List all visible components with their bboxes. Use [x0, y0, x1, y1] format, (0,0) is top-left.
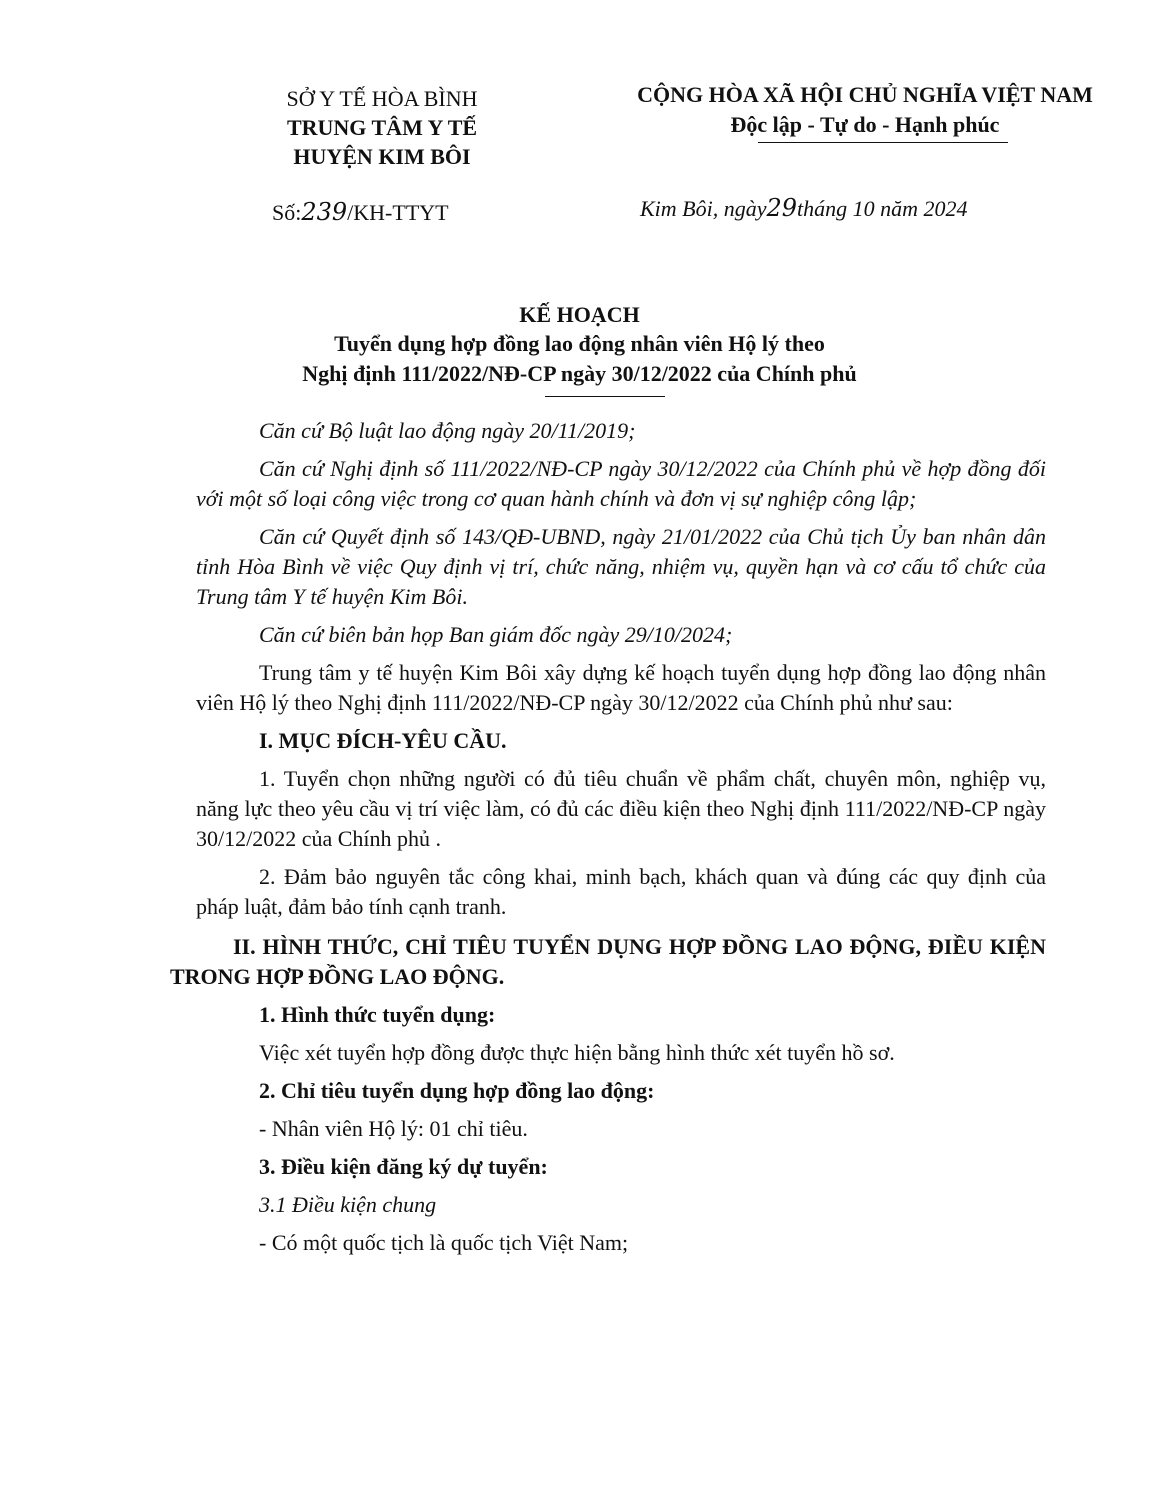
doc-no-handwritten: 239 — [301, 198, 348, 226]
title-underline — [545, 396, 665, 397]
document-title: KẾ HOẠCH — [519, 302, 640, 327]
subsection-3-1-heading: 3.1 Điều kiện chung — [259, 1192, 437, 1217]
document-subtitle-2: Nghị định 111/2022/NĐ-CP ngày 30/12/2022 của Chính phủ — [302, 361, 857, 386]
date-suffix: tháng 10 năm 2024 — [797, 196, 968, 221]
motto-underline — [758, 142, 1008, 143]
subsection-3-heading: 3. Điều kiện đăng ký dự tuyển: — [259, 1154, 548, 1179]
nation-line-2: Độc lập - Tự do - Hạnh phúc — [730, 112, 1000, 137]
subsection-2-text: - Nhân viên Hộ lý: 01 chỉ tiêu. — [259, 1116, 528, 1141]
intro-paragraph: Trung tâm y tế huyện Kim Bôi xây dựng kế hoạch tuyển dụng hợp đồng lao động nhân viên Hộ lý theo Nghị định 111/2022/NĐ-CP ngày 30/12/2022 của Chính phủ như sau: — [196, 660, 1046, 715]
section-1-item-2: 2. Đảm bảo nguyên tắc công khai, minh bạch, khách quan và đúng các quy định của pháp luật, đảm bảo tính cạnh tranh. — [196, 864, 1046, 919]
section-2-heading: II. HÌNH THỨC, CHỈ TIÊU TUYỂN DỤNG HỢP ĐỒNG LAO ĐỘNG, ĐIỀU KIỆN TRONG HỢP ĐỒNG LAO ĐỘNG. — [170, 934, 1046, 989]
org-line-3: HUYỆN KIM BÔI — [293, 144, 471, 169]
national-motto — [565, 80, 1159, 143]
date-day-handwritten: 29 — [766, 194, 798, 222]
legal-basis-3: Căn cứ Quyết định số 143/QĐ-UBND, ngày 21/01/2022 của Chủ tịch Ủy ban nhân dân tỉnh Hòa Bình về việc Quy định vị trí, chức năng, nhiệm vụ, quyền hạn và cơ cấu tổ chức của Trung tâm Y tế huyện Kim Bôi. — [196, 524, 1046, 609]
legal-basis-1: Căn cứ Bộ luật lao động ngày 20/11/2019; — [259, 418, 636, 443]
document-body — [170, 416, 1046, 1258]
document-subtitle-1: Tuyển dụng hợp đồng lao động nhân viên Hộ lý theo — [334, 331, 825, 356]
doc-no-suffix: /KH-TTYT — [347, 200, 449, 225]
org-line-1: SỞ Y TẾ HÒA BÌNH — [286, 86, 478, 111]
subsection-1-heading: 1. Hình thức tuyển dụng: — [259, 1002, 496, 1027]
date-prefix: Kim Bôi, ngày — [640, 196, 767, 221]
legal-basis-4: Căn cứ biên bản họp Ban giám đốc ngày 29/10/2024; — [259, 622, 733, 647]
section-1-heading: I. MỤC ĐÍCH-YÊU CẦU. — [259, 728, 507, 753]
document-date — [640, 194, 968, 222]
nation-line-1: CỘNG HÒA XÃ HỘI CHỦ NGHĨA VIỆT NAM — [637, 82, 1093, 107]
legal-basis-2: Căn cứ Nghị định số 111/2022/NĐ-CP ngày 30/12/2022 của Chính phủ về hợp đồng đối với một số loại công việc trong cơ quan hành chính và đơn vị sự nghiệp công lập; — [196, 456, 1046, 511]
issuing-organization — [232, 84, 532, 171]
org-line-2: TRUNG TÂM Y TẾ — [286, 115, 478, 140]
doc-no-prefix: Số: — [272, 200, 302, 225]
document-number — [272, 198, 449, 226]
subsection-3-1-item-1: - Có một quốc tịch là quốc tịch Việt Nam; — [259, 1230, 629, 1255]
section-1-item-1: 1. Tuyển chọn những người có đủ tiêu chuẩn về phẩm chất, chuyên môn, nghiệp vụ, năng lực theo yêu cầu vị trí việc làm, có đủ các điều kiện theo Nghị định 111/2022/NĐ-CP ngày 30/12/2022 của Chính phủ . — [196, 766, 1046, 851]
subsection-1-text: Việc xét tuyển hợp đồng được thực hiện bằng hình thức xét tuyển hồ sơ. — [259, 1040, 895, 1065]
subsection-2-heading: 2. Chỉ tiêu tuyển dụng hợp đồng lao động: — [259, 1078, 655, 1103]
